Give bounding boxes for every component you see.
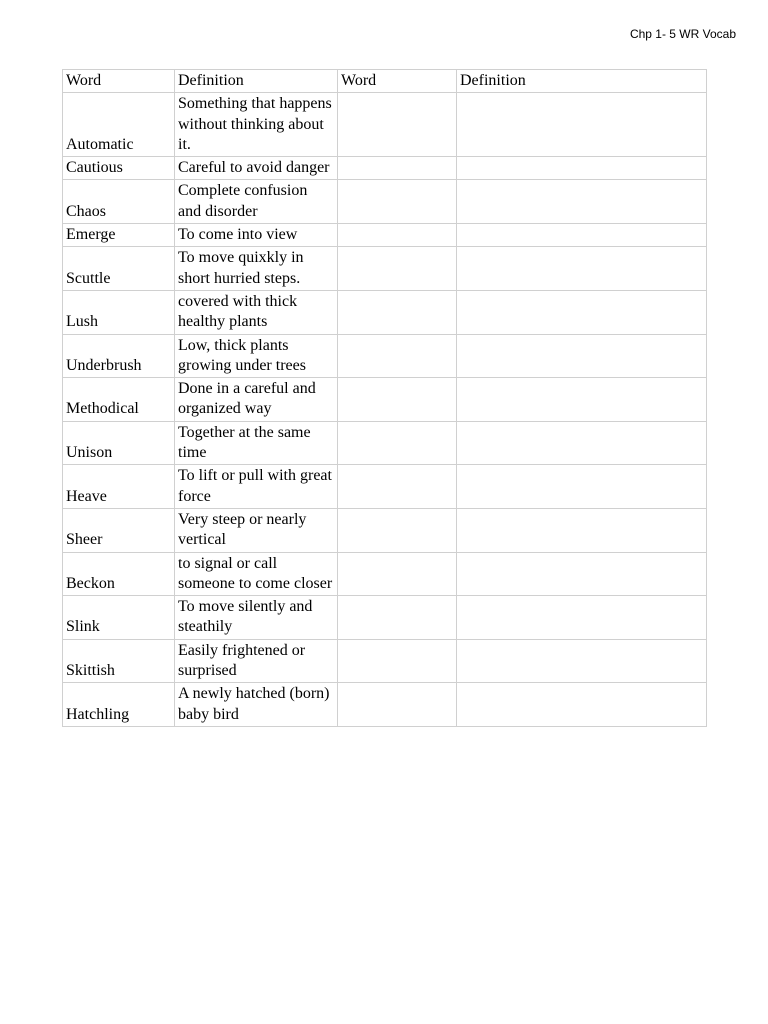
definition-cell: Something that happens without thinking about it. xyxy=(175,93,338,157)
word-cell-2 xyxy=(338,683,457,727)
definition-cell: covered with thick healthy plants xyxy=(175,290,338,334)
table-row xyxy=(63,224,707,247)
word-cell: Hatchling xyxy=(63,683,175,727)
word-cell: Scuttle xyxy=(63,247,175,291)
definition-cell-2 xyxy=(457,552,707,596)
vocab-table xyxy=(62,69,707,727)
table-row xyxy=(63,421,707,465)
definition-cell-2 xyxy=(457,224,707,247)
definition-cell: Easily frightened or surprised xyxy=(175,639,338,683)
word-cell-2 xyxy=(338,596,457,640)
column-header-word: Word xyxy=(63,70,175,93)
definition-cell: To move quixkly in short hurried steps. xyxy=(175,247,338,291)
definition-cell: to signal or call someone to come closer xyxy=(175,552,338,596)
word-cell: Methodical xyxy=(63,378,175,422)
definition-cell-2 xyxy=(457,639,707,683)
word-cell-2 xyxy=(338,224,457,247)
column-header-definition: Definition xyxy=(175,70,338,93)
word-cell-2 xyxy=(338,290,457,334)
definition-cell-2 xyxy=(457,290,707,334)
word-cell: Beckon xyxy=(63,552,175,596)
word-cell-2 xyxy=(338,180,457,224)
table-row xyxy=(63,180,707,224)
word-cell: Sheer xyxy=(63,508,175,552)
table-row xyxy=(63,552,707,596)
table-row xyxy=(63,683,707,727)
table-header-row xyxy=(63,70,707,93)
word-cell: Chaos xyxy=(63,180,175,224)
table-row xyxy=(63,247,707,291)
word-cell: Automatic xyxy=(63,93,175,157)
table-row xyxy=(63,334,707,378)
definition-cell: Very steep or nearly vertical xyxy=(175,508,338,552)
definition-cell: Low, thick plants growing under trees xyxy=(175,334,338,378)
word-cell: Underbrush xyxy=(63,334,175,378)
definition-cell: A newly hatched (born) baby bird xyxy=(175,683,338,727)
table-row xyxy=(63,596,707,640)
word-cell-2 xyxy=(338,93,457,157)
word-cell: Slink xyxy=(63,596,175,640)
table-row xyxy=(63,290,707,334)
definition-cell: To come into view xyxy=(175,224,338,247)
definition-cell-2 xyxy=(457,683,707,727)
word-cell: Cautious xyxy=(63,157,175,180)
definition-cell-2 xyxy=(457,247,707,291)
word-cell-2 xyxy=(338,508,457,552)
table-row xyxy=(63,639,707,683)
table-row xyxy=(63,157,707,180)
definition-cell-2 xyxy=(457,157,707,180)
table-row xyxy=(63,378,707,422)
word-cell: Lush xyxy=(63,290,175,334)
word-cell-2 xyxy=(338,552,457,596)
definition-cell: Done in a careful and organized way xyxy=(175,378,338,422)
word-cell-2 xyxy=(338,157,457,180)
table-row xyxy=(63,93,707,157)
word-cell: Skittish xyxy=(63,639,175,683)
definition-cell-2 xyxy=(457,378,707,422)
column-header-word-2: Word xyxy=(338,70,457,93)
word-cell-2 xyxy=(338,421,457,465)
definition-cell: Together at the same time xyxy=(175,421,338,465)
word-cell: Unison xyxy=(63,421,175,465)
definition-cell-2 xyxy=(457,180,707,224)
table-row xyxy=(63,508,707,552)
word-cell: Emerge xyxy=(63,224,175,247)
definition-cell: To lift or pull with great force xyxy=(175,465,338,509)
word-cell-2 xyxy=(338,639,457,683)
word-cell-2 xyxy=(338,465,457,509)
word-cell-2 xyxy=(338,334,457,378)
definition-cell: Careful to avoid danger xyxy=(175,157,338,180)
definition-cell-2 xyxy=(457,93,707,157)
word-cell-2 xyxy=(338,247,457,291)
column-header-definition-2: Definition xyxy=(457,70,707,93)
table-row xyxy=(63,465,707,509)
definition-cell-2 xyxy=(457,465,707,509)
definition-cell-2 xyxy=(457,508,707,552)
definition-cell-2 xyxy=(457,596,707,640)
word-cell: Heave xyxy=(63,465,175,509)
page-header-title: Chp 1- 5 WR Vocab xyxy=(629,27,736,41)
word-cell-2 xyxy=(338,378,457,422)
definition-cell: To move silently and steathily xyxy=(175,596,338,640)
definition-cell-2 xyxy=(457,421,707,465)
definition-cell-2 xyxy=(457,334,707,378)
definition-cell: Complete confusion and disorder xyxy=(175,180,338,224)
